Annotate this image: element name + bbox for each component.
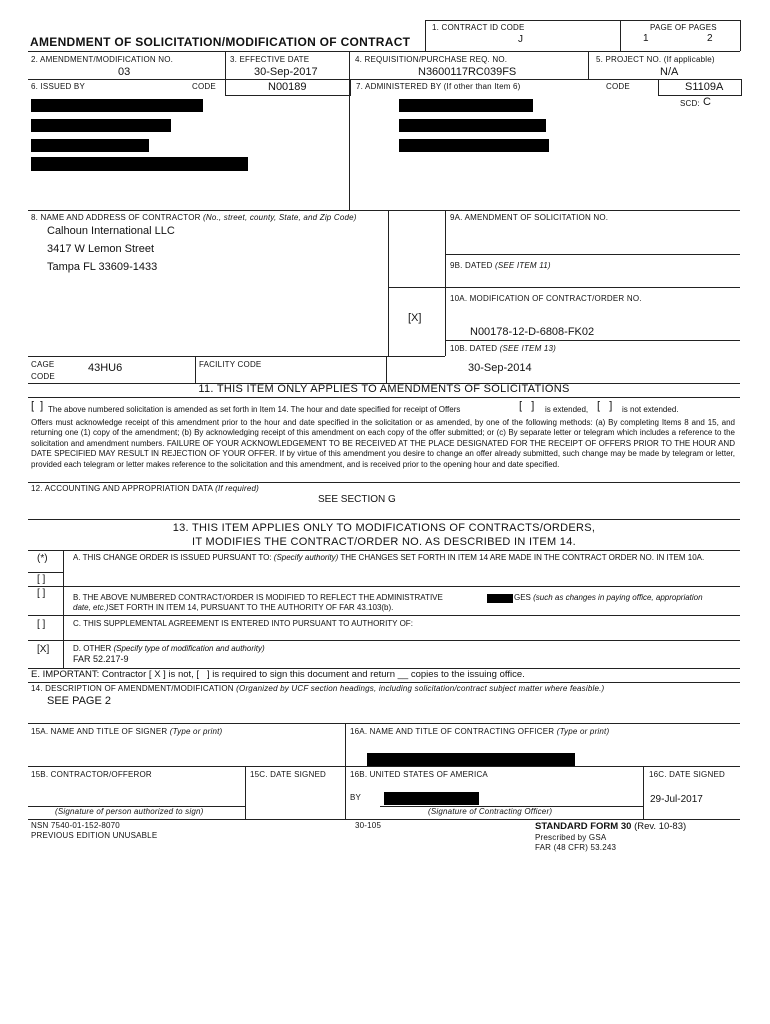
- footer-code: 30-105: [355, 821, 382, 830]
- contractor-label: 8. NAME AND ADDRESS OF CONTRACTOR (No., street, county, State, and Zip Code): [31, 213, 357, 222]
- item13-b-text-3: date, etc.)SET FORTH IN ITEM 14, PURSUANT TO THE AUTHORITY OF FAR 43.103(b).: [73, 603, 394, 612]
- footer-far: FAR (48 CFR) 53.243: [535, 843, 617, 852]
- item13-a-text: A. THIS CHANGE ORDER IS ISSUED PURSUANT TO: (Specify authority) THE CHANGES SET FORTH IN ITEM 14 ARE MADE IN THE CONTRACT ORDER NO. IN ITEM 10A.: [73, 553, 705, 562]
- amendment-no-label: 2. AMENDMENT/MODIFICATION NO.: [31, 55, 174, 64]
- pages-label: PAGE OF PAGES: [650, 23, 717, 32]
- redacted-block: [31, 119, 171, 132]
- rule: [28, 79, 740, 80]
- rule: [28, 723, 740, 724]
- requisition-value: N3600117RC039FS: [418, 66, 517, 78]
- rule: [388, 287, 740, 288]
- item13-a-mark: (*): [37, 553, 48, 564]
- rule: [445, 340, 740, 341]
- rule: [349, 51, 350, 211]
- item13-d-text: D. OTHER (Specify type of modification and authority): [73, 644, 265, 653]
- item-e-part-4: copies to the issuing office.: [410, 669, 525, 680]
- item13-b-text-2: GES (such as changes in paying office, appropriation: [514, 593, 703, 602]
- redacted-block: [399, 119, 546, 132]
- item13-blank-mark: [ ]: [37, 574, 46, 585]
- rule: [28, 766, 740, 767]
- rule: [28, 550, 740, 551]
- contractor-name: Calhoun International LLC: [47, 225, 175, 237]
- contractor-street: 3417 W Lemon Street: [47, 243, 155, 255]
- item12-label: 12. ACCOUNTING AND APPROPRIATION DATA (If required): [31, 484, 260, 493]
- item11-extended-text: is extended,: [545, 405, 589, 414]
- administered-by-code: S1109A: [685, 81, 724, 93]
- item13-c-text: C. THIS SUPPLEMENTAL AGREEMENT IS ENTERED INTO PURSUANT TO AUTHORITY OF:: [73, 619, 413, 628]
- cage-label: CAGE: [31, 360, 55, 369]
- rule: [28, 519, 740, 520]
- facility-label: FACILITY CODE: [199, 360, 262, 369]
- rule: [63, 550, 64, 668]
- rule: [345, 723, 346, 819]
- rule: [225, 51, 226, 79]
- scd-label: SCD:: [680, 99, 700, 108]
- footer-sf-rest: (Rev. 10-83): [634, 821, 687, 832]
- rule: [425, 20, 740, 21]
- issued-by-label: 6. ISSUED BY: [31, 82, 85, 91]
- rule: [388, 210, 389, 287]
- item11-bracket: [ ]: [31, 400, 44, 412]
- rule: [588, 51, 589, 79]
- item16b-sig: (Signature of Contracting Officer): [428, 807, 553, 816]
- page-total: 2: [707, 33, 713, 44]
- rule: [28, 51, 740, 52]
- redacted-block: [487, 594, 513, 603]
- amendment-no-value: 03: [118, 66, 131, 78]
- redacted-block: [31, 157, 248, 171]
- rule: [643, 766, 644, 819]
- contractor-city: Tampa FL 33609-1433: [47, 261, 158, 273]
- item15b-label: 15B. CONTRACTOR/OFFEROR: [31, 770, 152, 779]
- item14-label: 14. DESCRIPTION OF AMENDMENT/MODIFICATION (Organized by UCF section headings, including solicitation/contract subject matter where feasible.): [31, 684, 605, 693]
- item16a-label: 16A. NAME AND TITLE OF CONTRACTING OFFICER (Type or print): [350, 727, 610, 736]
- rule: [28, 356, 445, 357]
- item-e-part-3: ] is required to sign this document and return: [207, 669, 395, 680]
- item10a-check: [X]: [408, 312, 422, 324]
- issued-by-code: N00189: [268, 81, 307, 93]
- item11-body: Offers must acknowledge receipt of this amendment prior to the hour and date specified in the solicitation or as amended, by one of the following methods: (a) By completing Items 8 and 15, and returning one (1) copy of the amendment; (b) By acknowledging receipt of this amendment on each copy of the offer submitted; or (c) By separate letter or telegram which includes a reference to the solicitation and amendment numbers. FAILURE OF YOUR ACKNOWLEDGEMENT TO BE RECEIVED AT THE PLACE DESIGNATED FOR THE RECEIPT OF OFFERS PRIOR TO THE HOUR AND DATE SPECIFIED MAY RESULT IN REJECTION OF YOUR OFFER. If by virtue of this amendment you desire to change an offer already submitted, such change may be made by telegram or letter, provided each telegram or letter makes reference to the solicitation and this amendment, and is received prior to the opening hour and date specified.: [31, 418, 735, 469]
- rule: [620, 20, 621, 51]
- redacted-signature: [384, 792, 479, 805]
- footer-nsn: NSN 7540-01-152-8070: [31, 821, 120, 830]
- rule: [28, 640, 740, 641]
- item16b-label: 16B. UNITED STATES OF AMERICA: [350, 770, 488, 779]
- footer-prescribed: Prescribed by GSA: [535, 833, 607, 842]
- item-e-mark: X: [154, 669, 161, 680]
- rule: [28, 397, 740, 398]
- administered-by-label: 7. ADMINISTERED BY (If other than Item 6): [356, 82, 521, 91]
- item-e-text: E. IMPORTANT: Contractor [ X ] is not, [ ] is required to sign this document and return __ copies to the issuing office.: [31, 669, 525, 680]
- item-e-part-2: ] is not, [: [163, 669, 200, 680]
- item14-value: SEE PAGE 2: [47, 695, 111, 707]
- contract-id-label: 1. CONTRACT ID CODE: [432, 23, 525, 32]
- item13-d-mark: [X]: [37, 644, 50, 655]
- item15b-sig: (Signature of person authorized to sign): [55, 807, 204, 816]
- item13-b-mark: [ ]: [37, 588, 46, 599]
- rule: [28, 572, 63, 573]
- rule: [28, 586, 740, 587]
- administered-by-code-label: CODE: [606, 82, 630, 91]
- item13-c-mark: [ ]: [37, 619, 46, 630]
- scd-value: C: [703, 96, 711, 108]
- rule: [28, 615, 740, 616]
- footer-sf-bold: STANDARD FORM 30: [535, 821, 632, 832]
- contract-id-value: J: [518, 34, 523, 45]
- page-number: 1: [643, 33, 649, 44]
- item13-d-value: FAR 52.217-9: [73, 654, 129, 664]
- cage-value: 43HU6: [88, 362, 123, 374]
- project-no-value: N/A: [660, 66, 679, 78]
- redacted-block: [367, 753, 575, 767]
- effective-date-label: 3. EFFECTIVE DATE: [230, 55, 310, 64]
- item11-extended-bracket: [ ]: [519, 400, 535, 412]
- rule: [388, 287, 389, 356]
- redacted-block: [399, 139, 549, 152]
- item11-heading: 11. THIS ITEM ONLY APPLIES TO AMENDMENTS OF SOLICITATIONS: [198, 383, 570, 395]
- item16c-value: 29-Jul-2017: [650, 794, 703, 805]
- item9a-label: 9A. AMENDMENT OF SOLICITATION NO.: [450, 213, 609, 222]
- redacted-block: [31, 139, 149, 152]
- item13-heading-1: 13. THIS ITEM APPLIES ONLY TO MODIFICATIONS OF CONTRACTS/ORDERS,: [172, 522, 596, 534]
- item15c-label: 15C. DATE SIGNED: [250, 770, 326, 779]
- item11-line1: The above numbered solicitation is amended as set forth in Item 14. The hour and date specified for receipt of Offers: [48, 405, 461, 414]
- project-no-label: 5. PROJECT NO. (If applicable): [596, 55, 715, 64]
- item10b-value: 30-Sep-2014: [468, 362, 532, 374]
- redacted-block: [31, 99, 203, 112]
- rule: [28, 682, 740, 683]
- rule: [445, 254, 740, 255]
- effective-date-value: 30-Sep-2017: [254, 66, 318, 78]
- cage-label-2: CODE: [31, 372, 55, 381]
- rule: [386, 356, 387, 383]
- rule: [245, 766, 246, 819]
- item15a-label: 15A. NAME AND TITLE OF SIGNER (Type or print): [31, 727, 223, 736]
- item-e-part-1: E. IMPORTANT: Contractor [: [31, 669, 152, 680]
- rule: [28, 482, 740, 483]
- item16c-label: 16C. DATE SIGNED: [649, 770, 725, 779]
- footer-sf: [535, 821, 686, 832]
- form-title: AMENDMENT OF SOLICITATION/MODIFICATION OF CONTRACT: [30, 35, 411, 49]
- rule: [195, 356, 196, 383]
- item11-not-extended-bracket: [ ]: [597, 400, 613, 412]
- rule: [740, 20, 741, 51]
- item13-heading-2: IT MODIFIES THE CONTRACT/ORDER NO. AS DESCRIBED IN ITEM 14.: [191, 536, 576, 548]
- item10b-label: 10B. DATED (SEE ITEM 13): [450, 344, 557, 353]
- item13-b-text-1: B. THE ABOVE NUMBERED CONTRACT/ORDER IS MODIFIED TO REFLECT THE ADMINISTRATIVE: [73, 593, 443, 602]
- item11-not-extended-text: is not extended.: [622, 405, 679, 414]
- rule: [28, 819, 740, 820]
- rule: [425, 20, 426, 51]
- item10a-value: N00178-12-D-6808-FK02: [470, 326, 595, 338]
- item12-value: SEE SECTION G: [318, 494, 396, 505]
- requisition-label: 4. REQUISITION/PURCHASE REQ. NO.: [355, 55, 508, 64]
- item16b-by: BY: [350, 793, 362, 802]
- rule: [28, 210, 740, 211]
- item9b-label: 9B. DATED (SEE ITEM 11): [450, 261, 551, 270]
- item10a-label: 10A. MODIFICATION OF CONTRACT/ORDER NO.: [450, 294, 642, 303]
- issued-by-code-label: CODE: [192, 82, 216, 91]
- redacted-block: [399, 99, 533, 112]
- footer-prev: PREVIOUS EDITION UNUSABLE: [31, 831, 158, 840]
- rule: [445, 210, 446, 356]
